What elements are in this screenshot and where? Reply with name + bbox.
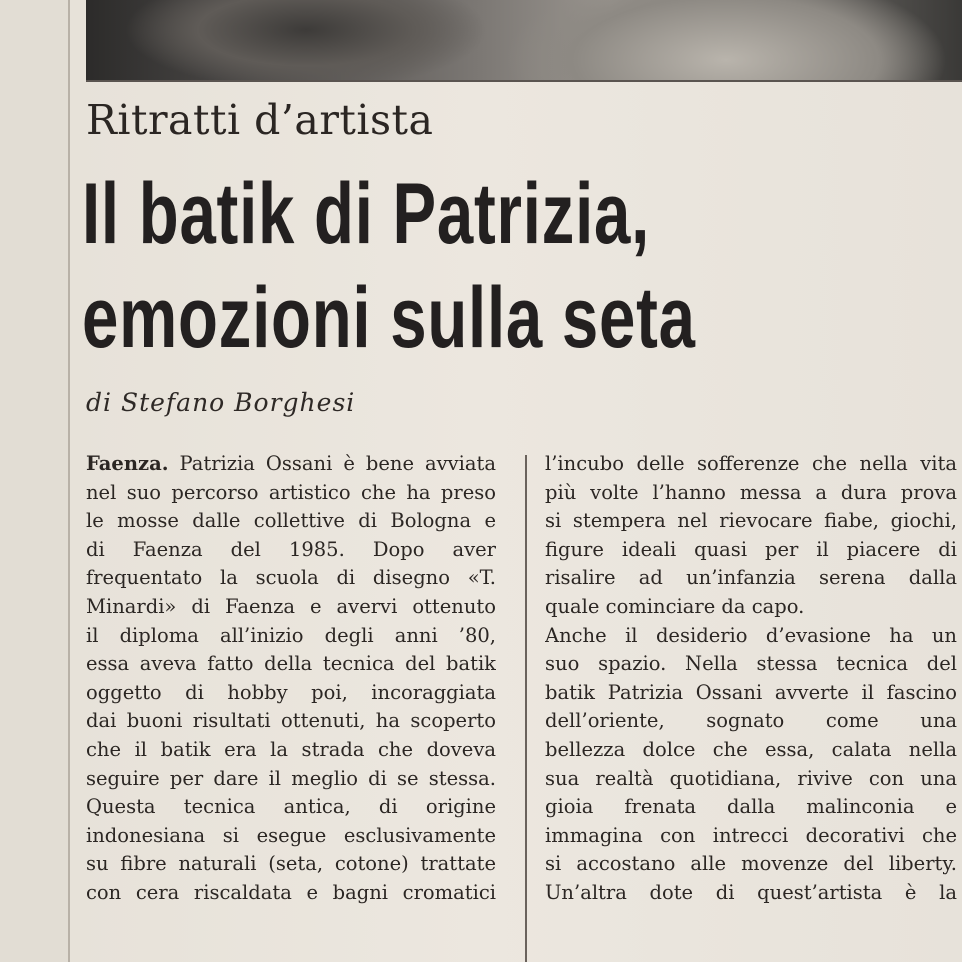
article-text-line: si accostano alle movenze del liberty. (545, 852, 957, 876)
photo-rule (86, 80, 962, 82)
article-text-line: Questa tecnica antica, di origine (86, 795, 496, 819)
left-margin (0, 0, 70, 962)
article-text-line: il diploma all’inizio degli anni ’80, (86, 623, 496, 647)
article-text-line: frequentato la scuola di disegno «T. (86, 566, 496, 590)
article-text-line: che il batik era la strada che doveva (86, 737, 496, 761)
kicker: Ritratti d’artista (86, 96, 434, 144)
article-text-line: con cera riscaldata e bagni cromatici (86, 880, 496, 904)
headline-line-1: Il batik di Patrizia, (82, 166, 651, 262)
article-text-line: batik Patrizia Ossani avverte il fascino (545, 680, 957, 704)
article-text-line: suo spazio. Nella stessa tecnica del (545, 652, 957, 676)
margin-rule (68, 0, 70, 962)
article-text-line: dai buoni risultati ottenuti, ha scoperto (86, 709, 496, 733)
dateline: Faenza. (86, 452, 169, 475)
article-text-line: Faenza. Patrizia Ossani è bene avviata (86, 452, 496, 475)
article-text-line: quale cominciare da capo. (545, 594, 805, 618)
article-text-line: figure ideali quasi per il piacere di (545, 537, 957, 561)
byline: di Stefano Borghesi (86, 388, 356, 417)
article-text-line: Anche il desiderio d’evasione ha un (545, 623, 957, 647)
article-text-line: dell’oriente, sognato come una (545, 709, 957, 733)
article-text-line: immagina con intrecci decorativi che (545, 823, 957, 847)
article-text-line: sua realtà quotidiana, rivive con una (545, 766, 957, 790)
article-text-line: bellezza dolce che essa, calata nella (545, 737, 957, 761)
article-text-line: su fibre naturali (seta, cotone) trattate (86, 852, 496, 876)
article-text-line: Minardi» di Faenza e avervi ottenuto (86, 594, 496, 618)
article-text-line: l’incubo delle sofferenze che nella vita (545, 452, 957, 475)
article-text-line: nel suo percorso artistico che ha preso (86, 480, 496, 504)
article-text-line: indonesiana si esegue esclusivamente (86, 823, 496, 847)
article-column-2 (545, 450, 957, 908)
article-text-line: essa aveva fatto della tecnica del batik (86, 652, 496, 676)
column-rule (525, 455, 527, 962)
article-photo (86, 0, 962, 80)
headline (82, 162, 751, 370)
headline-line-2: emozioni sulla seta (82, 270, 696, 366)
article-text-line: Un’altra dote di quest’artista è la (545, 880, 957, 904)
article-text-line: seguire per dare il meglio di se stessa. (86, 766, 496, 790)
article-text-line: oggetto di hobby poi, incoraggiata (86, 680, 496, 704)
article-text-line: risalire ad un’infanzia serena dalla (545, 566, 957, 590)
article-text-line: le mosse dalle collettive di Bologna e (86, 509, 496, 533)
article-text-line: si stempera nel rievocare fiabe, giochi, (545, 509, 957, 533)
article-text-line: più volte l’hanno messa a dura prova (545, 480, 957, 504)
article-column-1 (86, 450, 496, 908)
article-text-line: di Faenza del 1985. Dopo aver (86, 537, 496, 561)
article-text-line: gioia frenata dalla malinconia e (545, 795, 957, 819)
